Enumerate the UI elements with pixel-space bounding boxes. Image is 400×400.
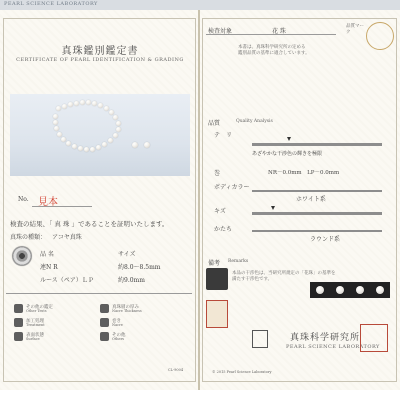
fold-line — [198, 10, 200, 390]
quality-mark-stamp — [206, 300, 228, 328]
nacre-values: NR－0.0mm LP－0.0mm — [268, 170, 340, 176]
luster-label: テ リ — [214, 132, 233, 139]
size-label: サイズ — [118, 251, 136, 258]
psl-logo-icon — [252, 330, 268, 348]
no-label: No. — [18, 196, 29, 203]
pearl-photo — [10, 94, 190, 176]
grading-gauge-icon — [12, 246, 32, 266]
lab-name-jp: 真珠科学研究所 — [290, 333, 361, 343]
note-1-en: Other Tests — [26, 309, 47, 313]
footer-text: © 2015 Pearl Science Laboratory — [212, 370, 272, 374]
test-icon-4 — [100, 318, 109, 327]
row1-size: 約8.0～8.5mm — [118, 264, 161, 271]
test-icon-3 — [14, 318, 23, 327]
note-3-en: Treatment — [26, 323, 45, 327]
note-4-en: Nacre — [112, 323, 123, 327]
certificate-title-en: CERTIFICATE OF PEARL IDENTIFICATION & GRADING — [16, 57, 184, 63]
note-2-en: Nacre Thickness — [112, 309, 142, 313]
nacre-label: 巻 — [214, 170, 221, 177]
cert-text-1: 本書は、真珠科学研究所の定める — [238, 45, 306, 50]
lab-name-en: PEARL SCIENCE LABORATORY — [286, 344, 380, 350]
subject-value: 花 珠 — [272, 28, 286, 35]
note-6-en: Others — [112, 337, 125, 341]
body-color-value: ホワイト系 — [296, 196, 326, 203]
no-value: 見本 — [38, 197, 58, 208]
remarks-label: 備考 — [208, 260, 221, 267]
shape-gauge — [252, 230, 382, 232]
pearl-photo-thumbnail — [206, 268, 228, 290]
note-6: その他 — [112, 333, 126, 338]
note-5-en: Surface — [26, 337, 40, 341]
type-value: アコヤ真珠 — [52, 234, 82, 241]
blemish-marker-icon — [271, 206, 275, 210]
subject-label: 検査対象 — [208, 28, 233, 35]
shape-label: かたち — [214, 226, 233, 233]
pearl-sample-strip — [310, 282, 390, 298]
lab-strip — [0, 0, 400, 10]
luster-value: あざやかな干渉色の輝きを極限 — [252, 151, 323, 157]
remarks-text-1: 本品の干渉色は、当研究所規定の「花珠」の基準を — [232, 271, 336, 276]
row2-name: ルース（ペア）ＬＰ — [40, 277, 94, 284]
form-code: CL-9004 — [168, 368, 184, 372]
note-5: 表面状態 — [26, 333, 44, 338]
test-icon-1 — [14, 304, 23, 313]
type-label: 真珠の種類： — [10, 234, 47, 241]
note-3: 加工処理 — [26, 319, 44, 324]
left-panel — [3, 18, 196, 382]
remarks-text-2: 満たす干渉色です。 — [232, 277, 273, 282]
blemish-label: キズ — [214, 208, 226, 215]
body-color-label: ボディカラー — [214, 184, 250, 191]
lab-seal-stamp — [360, 324, 388, 352]
row1-name: 連N R — [40, 264, 58, 271]
test-icon-2 — [100, 304, 109, 313]
lab-strip-text: PEARL SCIENCE LABORATORY — [4, 1, 98, 7]
row2-size: 約9.0mm — [118, 277, 145, 284]
shape-value: ラウンド系 — [310, 236, 341, 243]
statement: 検査の結果、「 真 珠 」であることを証明いたします。 — [10, 220, 169, 228]
item-label: 品 名 — [40, 251, 54, 258]
quality-seal-label: 品質マーク — [346, 24, 364, 35]
test-icon-5 — [14, 332, 23, 341]
luster-marker-icon — [287, 137, 291, 141]
note-2: 真珠層の厚み — [112, 305, 139, 310]
remarks-label-en: Remarks — [228, 259, 249, 264]
quality-label: 品質 — [208, 120, 221, 127]
body-color-gauge — [252, 190, 382, 192]
note-4: 巻き — [112, 319, 121, 324]
hanadama-logo-icon — [366, 22, 394, 50]
blemish-gauge — [252, 212, 382, 215]
quality-label-en: Quality Analysis — [236, 119, 273, 124]
note-1: その他の鑑定 — [26, 305, 53, 310]
luster-gauge — [252, 143, 382, 146]
test-icon-6 — [100, 332, 109, 341]
cert-text-2: 鑑別品質の基準に適合しています。 — [238, 51, 310, 56]
certificate-title: 真珠鑑別鑑定書 — [61, 46, 139, 57]
